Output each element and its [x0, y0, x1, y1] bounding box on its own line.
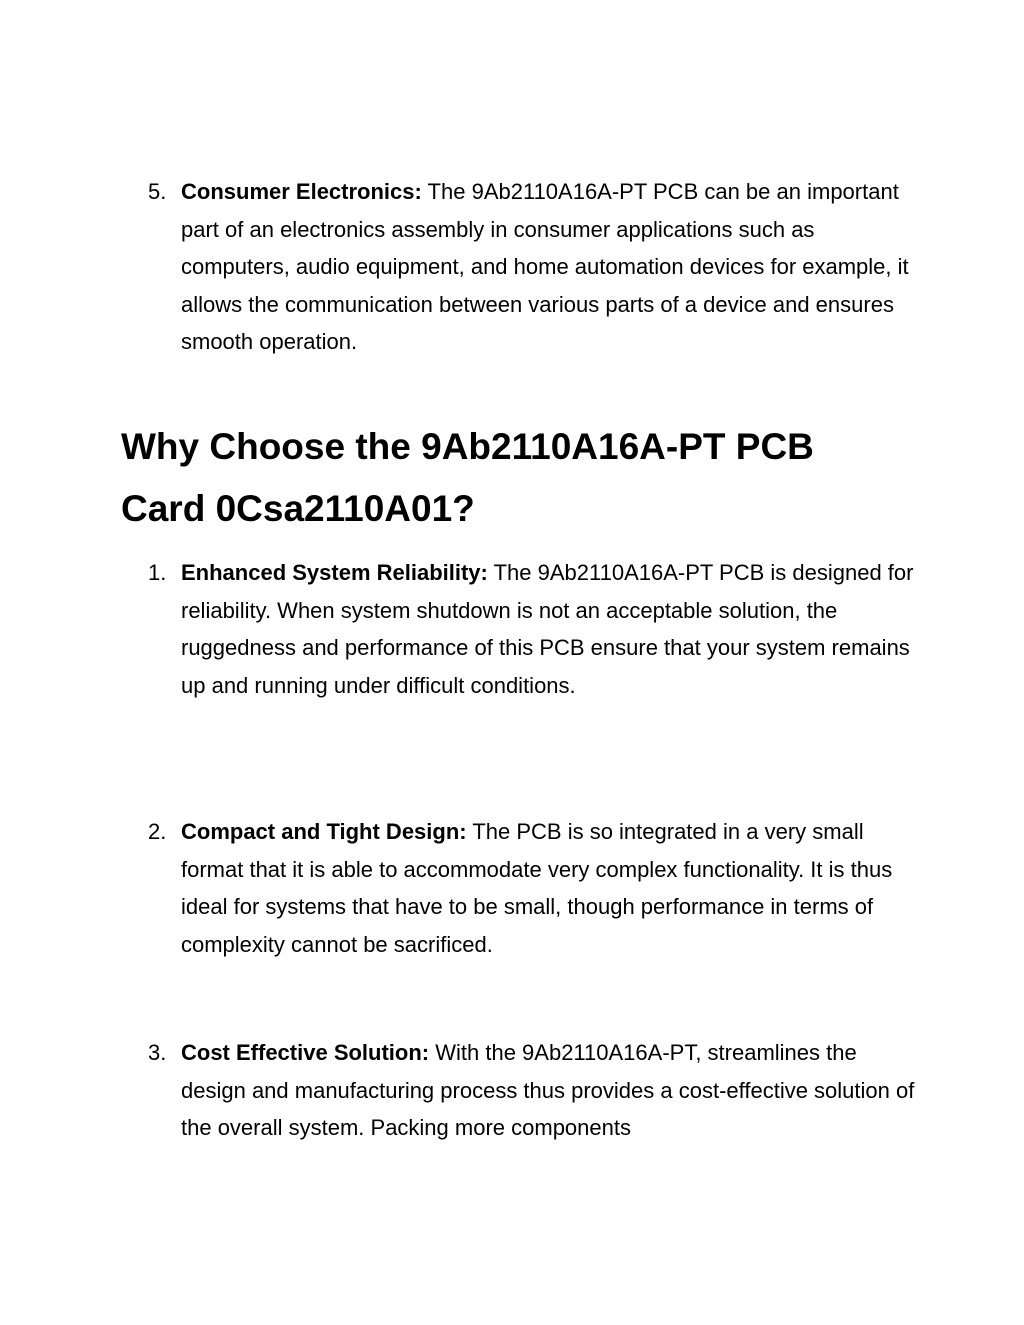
list-item-term: Compact and Tight Design: — [181, 819, 467, 844]
list-item-consumer-electronics — [148, 173, 918, 361]
list-item-text: The 9Ab2110A16A-PT PCB can be an important part of an electronics assembly in consumer applications such as computers, audio equipment, and home automation devices for example, it allows the communication between various parts of a device and ensures smooth operation. — [181, 179, 909, 355]
list-item-body — [181, 173, 918, 361]
list-item-text: The PCB is so integrated in a very small format that it is able to accommodate very complex functionality. It is thus ideal for systems that have to be small, though performance in terms of complexity cannot be sacrificed. — [181, 819, 893, 957]
list-item-term: Enhanced System Reliability: — [181, 560, 488, 585]
list-item-compact-design — [148, 813, 918, 963]
section-heading: Why Choose the 9Ab2110A16A-PT PCB Card 0Csa2110A01? — [121, 426, 814, 529]
list-item-term: Cost Effective Solution: — [181, 1040, 430, 1065]
list-item-term: Consumer Electronics: — [181, 179, 422, 204]
list-item-cost-effective — [148, 1034, 918, 1147]
list-item-number: 2. — [148, 819, 167, 844]
list-item-body — [181, 813, 918, 963]
list-item-body — [181, 1034, 918, 1147]
list-item-text: With the 9Ab2110A16A-PT, streamlines the design and manufacturing process thus provides a cost-effective solution of the overall system. Packing more components — [181, 1040, 915, 1141]
list-item-body — [181, 554, 918, 704]
list-item-text: The 9Ab2110A16A-PT PCB is designed for reliability. When system shutdown is not an acceptable solution, the ruggedness and performance of this PCB ensure that your system remains up and running under difficult conditions. — [181, 560, 914, 698]
list-item-enhanced-reliability — [148, 554, 918, 704]
list-item-number: 5. — [148, 179, 167, 204]
list-item-number: 3. — [148, 1040, 167, 1065]
list-item-number: 1. — [148, 560, 167, 585]
